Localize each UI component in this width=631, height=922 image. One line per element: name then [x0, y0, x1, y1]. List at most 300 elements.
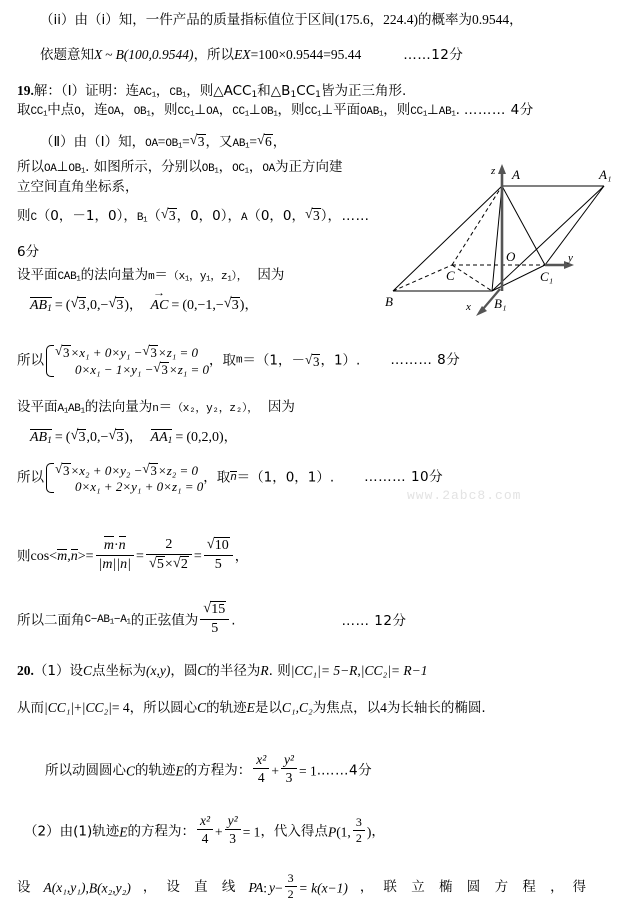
p19-t3sub: 1	[315, 89, 321, 101]
problem19-part2-line4	[17, 208, 370, 225]
vec2-open: (0,−1,−	[182, 298, 224, 313]
p20-p2l2-d: ，	[359, 879, 374, 896]
solid-edges	[393, 186, 604, 291]
p19-mid-a: ，又	[205, 134, 233, 150]
normal-vector-m: m	[148, 271, 155, 283]
p19-ob1: $OB_1$	[165, 138, 183, 151]
p20-p2-frac1-den: 4	[201, 831, 209, 847]
p20-l1-d: ，圆	[170, 663, 198, 679]
sys2-prefix: 所以	[17, 469, 44, 486]
p19-perp-b: ⊥	[56, 159, 69, 175]
cos-frac-3	[204, 537, 233, 572]
p20-foci: C₁,C₂	[281, 700, 313, 715]
p20-p2-frac2-num: y²	[225, 813, 241, 830]
problem20-part1-line2	[17, 701, 486, 716]
p19-end-a: ，	[272, 134, 287, 150]
p20-eq2: = R−1	[390, 663, 428, 678]
sys2-n-val: （1，0，1）.	[250, 469, 335, 486]
sys2-n-eq: ＝	[236, 469, 251, 486]
p18-l1-suffix: ，	[509, 12, 523, 28]
prism-svg	[370, 150, 631, 320]
p19-oc1: $OC_1$	[232, 163, 249, 176]
p20-P-frac-num: 3	[353, 816, 365, 831]
p19-ob1-c: $OB_1$	[201, 163, 219, 176]
p19-eq-b: =	[182, 134, 190, 149]
p19-t1sub: 1	[251, 89, 258, 101]
p19-oa: OA	[145, 138, 158, 150]
p18-l1-prefix: （ii）由（i）知，一件产品的质量指标值位于区间	[40, 12, 335, 28]
vec1-close: )	[124, 298, 130, 313]
vector-AA1: $AA_1$	[150, 430, 173, 447]
p20-l2-b: ，所以圆心	[129, 700, 198, 716]
p19-text2: 和△B	[257, 83, 291, 99]
sqrt-3-h: √ 3	[142, 345, 158, 360]
cos-frac2-den: √ 5× √ 2	[146, 555, 192, 573]
sys1-m-close: ，1）.	[320, 352, 361, 369]
p18-result: 95.44	[330, 47, 362, 62]
p19-pt-C: C	[30, 212, 37, 224]
vector-AB1-a: $AB_1$	[30, 298, 52, 315]
p20-p2-c: ，代入得点	[260, 823, 328, 840]
p19-coord-B1-open: （	[147, 208, 161, 224]
p19-seg-ac1: $AC_1$	[139, 87, 156, 100]
sys1-marks: ……… 8分	[390, 352, 461, 369]
sys1-m: m	[236, 354, 243, 367]
concl-prefix: 所以二面角	[17, 612, 85, 629]
p20-major-axis: 4	[380, 700, 387, 715]
concl-end: .	[231, 612, 236, 629]
sqrt-3-b: √ 3	[161, 208, 177, 224]
p19-seg-oa: OA	[107, 106, 121, 118]
p20-l3-C: C	[126, 763, 136, 779]
p20-l2-cc2: |CC₂|	[81, 700, 112, 715]
p18-l2-prefix: 依题意知	[40, 47, 94, 63]
cos-frac-2	[146, 537, 192, 572]
p19-seg-ob1: $OB_1$	[133, 106, 151, 119]
p18-probability: 0.9544	[472, 12, 510, 27]
p20-l2-h: 为长轴长的椭圆.	[386, 700, 486, 716]
p20-l2-g: 为焦点，以	[312, 700, 381, 716]
sys1-prefix: 所以	[17, 352, 44, 369]
p19-cc1-b: $CC_1$	[177, 106, 195, 119]
p20-p2l2-comma: ,	[85, 880, 89, 896]
sqrt-2: √ 2	[173, 556, 189, 573]
cos-eq1: =	[136, 549, 144, 565]
vec3-close: )	[124, 430, 130, 445]
vec2-close: )	[239, 298, 245, 313]
p19-l2-a: 取	[17, 102, 31, 118]
p20-frac2-num: y²	[281, 752, 297, 769]
vec3-mid: ,0,−	[86, 430, 109, 445]
p19-l2-u: ，则	[383, 102, 411, 118]
p20-coord-xy: (x,y)	[145, 663, 171, 678]
cos-frac1-num: m·n	[96, 538, 135, 556]
p18-calc: 100×0.9544	[258, 47, 324, 62]
p20-l3-eq: = 1	[298, 763, 317, 779]
sys1-eq1: √ 3×x₁ + 0×y₁ − √ 3×z₁ = 0	[55, 344, 209, 361]
vec1-eq: =	[54, 298, 63, 313]
p20-l2-cc1: |CC₁|	[44, 700, 75, 715]
p19-cc1-a: $CC_1$	[30, 106, 48, 119]
p19-l2-m: ，	[218, 102, 233, 118]
sys2-eq1: √ 3×x₂ + 0×y₂ − √ 3×z₂ = 0	[55, 462, 203, 479]
sqrt-10: √ 10	[207, 537, 230, 554]
p19-ab1-a: $AB_1$	[232, 138, 250, 151]
concl-frac	[200, 601, 229, 636]
problem19-cosine-line	[17, 537, 248, 572]
vec2-eq: =	[171, 298, 180, 313]
problem19-part2-line3: 立空间直角坐标系，	[17, 179, 139, 195]
p20-l3-end: .	[316, 762, 322, 779]
problem19-part1-line1	[17, 84, 406, 100]
sys1-m-eq: ＝	[242, 352, 256, 369]
p20-line-frac-den: 2	[287, 887, 294, 902]
p18-tilde: ~	[105, 47, 113, 62]
hidden-edges	[393, 186, 545, 291]
p19-cc1-d: $CC_1$	[304, 106, 322, 119]
p20-P-open: (1,	[336, 824, 351, 840]
p20-l2-eq: = 4	[111, 700, 130, 715]
problem19-system-1	[17, 344, 460, 378]
vec4-val: (0,2,0)	[186, 430, 224, 445]
p18-eq2: =	[323, 47, 331, 62]
p20-p2-frac2-den: 3	[229, 831, 237, 847]
sys1-eq2: 0×x₁ − 1×y₁ − √ 3×z₁ = 0	[55, 361, 209, 378]
vec4-eq: =	[175, 430, 184, 445]
cos-frac3-num	[204, 537, 233, 556]
p19-seg-ab1: $AB_1$	[438, 106, 456, 119]
p20-p2-end: ，	[371, 823, 385, 840]
p19-eq-a: =	[157, 134, 166, 149]
concl-frac-den: 5	[211, 620, 219, 636]
normal-vector-n: n	[152, 403, 159, 415]
vertex-label-C: C	[446, 268, 455, 283]
p20-l2-f: 是以	[254, 700, 282, 716]
p19-plane-oab1: $OAB_1$	[360, 106, 384, 119]
p20-p2l2-b: ，	[142, 879, 157, 896]
p20-l1-comma: ,	[357, 663, 361, 678]
p20-l3-plus: +	[271, 763, 279, 779]
p20-p2l2-f: 得	[572, 879, 587, 896]
p20-ellipse-frac-x	[253, 752, 269, 785]
plane-cab1-name: $CAB_1$	[57, 271, 81, 284]
p19-l2-rest: . 如图所示，分别以	[85, 159, 202, 175]
sqrt-3-c: √ 3	[305, 208, 321, 224]
vec1-comma: ，	[129, 297, 143, 313]
p20-circle-C: C	[197, 663, 207, 678]
p19-coord-A-open: （0，0，	[247, 208, 306, 224]
p19-l2-suoyi: 所以	[17, 159, 44, 175]
p20-p2-a: （2）由(1)轨迹	[24, 823, 120, 840]
problem19-conclusion	[17, 601, 406, 636]
p20-l1-a: （1）设	[33, 663, 83, 679]
p18-marks: ……12分	[403, 47, 464, 63]
p19-eq-c: =	[249, 134, 257, 149]
sqrt-3-f: √ 3	[224, 297, 240, 313]
coordinate-axes	[476, 164, 574, 316]
p19-part1-header: 解：（Ⅰ）证明：连	[33, 83, 140, 99]
p19-perp1: ⊥	[194, 102, 207, 118]
vec3-open: (	[65, 430, 71, 445]
p19-l2-period: .	[455, 102, 460, 118]
p20-line-frac	[285, 872, 297, 902]
p20-P-frac	[353, 816, 365, 846]
p20-l2-d: 的轨迹	[206, 700, 247, 716]
problem19-system-2	[17, 462, 443, 494]
vec2-end: ，	[244, 297, 258, 313]
problem18-line1	[40, 13, 523, 28]
sqrt-3-a: √ 3	[190, 134, 206, 150]
p20-l1-b: 点坐标为	[91, 663, 146, 679]
cos-lt: <	[49, 549, 58, 565]
vec3-eq: =	[54, 430, 63, 445]
vector-AC: AC →	[151, 297, 169, 313]
p20-l1-f: . 则	[268, 663, 291, 679]
p19-l2-c: 中点	[47, 102, 75, 118]
p20-l2-plus: +	[74, 700, 82, 715]
sqrt-3-d: √ 3	[70, 297, 86, 313]
p19-seg-ob1b: $OB_1$	[260, 106, 278, 119]
p20-dist-cc2: |CC₂|	[360, 663, 391, 678]
p20-p2-E: E	[119, 824, 128, 840]
p20-number: 20.	[17, 663, 34, 678]
cos-gt: >=	[77, 549, 94, 565]
p20-line-frac-num: 3	[285, 872, 297, 887]
p20-l2-a: 从而	[17, 700, 44, 716]
p20-dist-cc1: |CC₁|	[290, 663, 321, 678]
p19-l2-q: ，则	[277, 102, 305, 118]
sqrt-5: √ 5	[149, 556, 165, 573]
p19-coord-C: （0，－1，0）	[36, 208, 124, 224]
p20-frac1-num: x²	[253, 752, 269, 769]
p20-p2-frac-x	[197, 813, 213, 846]
p19-part1-marks: ……… 4分	[463, 102, 534, 118]
problem19-plane-a1ab1	[17, 401, 295, 416]
sqrt-3-m: √ 3	[55, 463, 71, 478]
p18-l2-middle: ，所以	[193, 47, 235, 63]
p20-p2-frac1-num: x²	[197, 813, 213, 830]
p20-pt-C: C	[82, 663, 92, 678]
p19-cc1-e: $CC_1$	[410, 106, 427, 119]
p20-ellipse-frac-y	[281, 752, 297, 785]
p19-pt-B1: $B_1$	[136, 212, 148, 225]
p19-part2-header: （Ⅱ）由（Ⅰ）知，	[40, 134, 146, 150]
p19-text4: 皆为正三角形.	[320, 83, 407, 99]
cos-frac-1	[96, 538, 135, 572]
sys2-marks: ……… 10分	[364, 469, 444, 486]
p20-p2-b: 的方程为：	[127, 823, 195, 840]
p19-l4-dots: ，……	[327, 208, 370, 224]
equation-system-2	[44, 462, 203, 494]
p20-p2-frac-y	[225, 813, 241, 846]
p20-l1-e: 的半径为	[206, 663, 261, 679]
dihedral-angle-name: $C-AB_1-A_1$	[84, 614, 131, 627]
cos-m: m	[57, 549, 68, 565]
sys2-take: ，取	[203, 469, 231, 486]
p19-coord-B1-rest: ，0，0）	[176, 208, 228, 224]
equation-system-1	[44, 344, 209, 378]
problem19-vectors-1	[30, 297, 258, 315]
plane-a1ab1-mid: 的法向量为	[84, 399, 153, 415]
p18-interval: (175.6，224.4)	[334, 12, 419, 27]
p19-perp-plane: ⊥平面	[321, 102, 361, 118]
problem20-part2-line1	[24, 813, 385, 846]
p18-distribution: B(100,0.9544)	[115, 47, 194, 62]
p20-l3-a: 所以动圆圆心	[45, 762, 126, 779]
p18-expectation: EX	[234, 47, 251, 62]
plane-cab1-mid: 的法向量为	[80, 267, 149, 283]
p19-oa-b: OA	[44, 163, 57, 175]
p18-eq1: =	[250, 47, 259, 62]
sys1-take: ，取	[209, 352, 237, 369]
p19-comma-a: ，	[218, 159, 233, 175]
vec1-open: (	[65, 298, 71, 313]
p20-frac1-den: 4	[257, 770, 265, 786]
problem18-line2	[40, 48, 463, 63]
p20-p2l2-c: 设 直 线	[166, 879, 241, 896]
sqrt-3-n: √ 3	[142, 463, 158, 478]
problem19-part2-line1	[40, 134, 286, 151]
cos-n: n	[70, 549, 78, 565]
sqrt-3-i: √ 3	[153, 362, 169, 377]
cos-frac3-den: 5	[214, 556, 222, 572]
plane-cab1-eq: ＝	[154, 267, 168, 283]
p20-eq1: = 5−R	[320, 663, 358, 678]
p19-perp2: ⊥	[248, 102, 261, 118]
p19-comma1: ，	[155, 83, 170, 99]
p19-coord-A-close: ）	[320, 208, 328, 224]
p19-ob1-b: $OB_1$	[68, 163, 86, 176]
vec3-comma: ，	[129, 429, 143, 445]
p20-P-frac-den: 2	[355, 831, 362, 846]
cos-frac2-num: 2	[146, 537, 192, 555]
problem19-vectors-2	[30, 429, 237, 447]
p19-seg-cb1: $CB_1$	[169, 87, 187, 100]
sqrt-3-g: √ 3	[55, 345, 71, 360]
p18-random-var: X	[94, 47, 103, 62]
p20-radius-R: R	[260, 663, 269, 678]
p19-comma-b: ，	[248, 159, 263, 175]
p20-l3-marks: ……4分	[321, 762, 373, 779]
p19-t2sub: 1	[290, 89, 297, 101]
cos-comma: ,	[67, 549, 71, 565]
cos-fn: cos	[30, 549, 50, 565]
cos-prefix: 则	[17, 548, 31, 565]
p19-oa-c: OA	[262, 163, 275, 175]
p19-text3: CC	[296, 83, 316, 99]
p20-line-y: y	[268, 880, 275, 896]
axis-label-z: z	[491, 165, 496, 177]
p20-line-eqk: = k(x−1)	[298, 880, 348, 896]
p19-l4-c2: ，	[227, 208, 242, 224]
problem19-part2-line2	[17, 161, 342, 176]
vec1-mid: ,0,−	[86, 298, 109, 313]
sqrt-3-e: √ 3	[108, 297, 124, 313]
p19-cc1-c: $CC_1$	[232, 106, 249, 119]
p20-line-PA: PA	[248, 880, 264, 896]
p20-frac2-den: 3	[285, 770, 293, 786]
p20-P-close: )	[366, 824, 372, 840]
plane-cab1-text: 设平面	[17, 267, 58, 283]
vertex-label-B: B	[385, 294, 393, 309]
sys2-n: n	[230, 471, 237, 484]
p19-number: 19.	[17, 83, 34, 98]
p20-locus-E: E	[246, 700, 255, 715]
cos-end: ，	[234, 548, 249, 565]
p19-text1: ，则△ACC	[186, 83, 252, 99]
problem20-part2-line2	[17, 872, 586, 902]
vertex-label-B1: B₁	[494, 296, 507, 311]
problem19-part2-line5: 6分	[17, 244, 40, 260]
p20-p2l2-e: 联 立 椭 圆 方 程 ，	[383, 879, 569, 896]
axis-label-x: x	[466, 301, 471, 313]
p20-p2l2-colon: :	[263, 880, 267, 896]
problem20-part1-line3	[45, 752, 372, 785]
plane-a1ab1-eq: ＝	[158, 399, 173, 415]
p20-l2-C: C	[197, 700, 207, 715]
cos-frac1-den: |m||n|	[98, 556, 132, 572]
p20-p2l2-minus: −	[274, 880, 283, 896]
concl-mid: 的正弦值为	[130, 612, 199, 629]
p20-p2l2-a: 设	[17, 879, 31, 896]
problem20-part1-line1	[17, 664, 428, 679]
sqrt-6: √ 6	[257, 134, 273, 150]
sys2-eq2: 0×x₁ + 2×y₁ + 0×z₁ = 0	[75, 479, 204, 495]
sqrt-15: √ 15	[203, 601, 226, 618]
cos-eq2: =	[193, 549, 202, 565]
p19-perp3: ⊥	[427, 102, 439, 118]
sqrt-3-k: √ 3	[70, 429, 86, 445]
vector-AB1-b: $AB_1$	[30, 430, 52, 447]
p19-l2-tail: 为正方向建	[274, 159, 343, 175]
site-watermark: www.2abc8.com	[407, 488, 522, 503]
vertex-label-A1: A₁	[599, 167, 612, 182]
p20-p2-eq: = 1	[242, 824, 261, 840]
problem19-part1-line2	[17, 104, 534, 119]
concl-frac-num	[200, 601, 229, 620]
plane-a1ab1-name: $A_1AB_1$	[57, 403, 85, 416]
concl-marks: …… 12分	[341, 612, 407, 629]
p19-l2-g: ，	[120, 102, 134, 118]
plane-a1ab1-text: 设平面	[17, 399, 58, 415]
sqrt-3-j: √ 3	[305, 354, 321, 369]
n-components: （x₂，y₂，z₂），	[172, 403, 258, 415]
vertex-label-O: O	[506, 249, 516, 264]
p20-l3-b: 的轨迹	[135, 762, 176, 779]
vertex-label-A: A	[512, 167, 520, 182]
plane-cab1-because: 因为	[257, 267, 285, 283]
p19-l4-c1: ，	[123, 208, 137, 224]
p18-l1-middle: 的概率为	[418, 12, 473, 28]
plane-a1ab1-because: 因为	[267, 399, 295, 415]
p19-point-O: O	[74, 106, 81, 118]
p19-seg-oa2: OA	[206, 106, 219, 118]
p19-l2-e: ，连	[80, 102, 108, 118]
p19-pt-A: A	[241, 212, 248, 224]
p20-l3-d: 的方程为：	[183, 762, 252, 779]
p20-p2-plus: +	[215, 824, 223, 840]
p19-l4-ze: 则	[17, 208, 31, 224]
sqrt-3-l: √ 3	[108, 429, 124, 445]
p20-point-B: B(x₂,y₂)	[88, 880, 131, 896]
geometry-figure	[370, 150, 631, 320]
sys1-m-open: （1，－	[255, 352, 305, 369]
vertex-label-C1: C₁	[540, 269, 554, 284]
p20-point-A: A(x₁,y₁)	[43, 880, 86, 896]
axis-label-y: y	[568, 252, 573, 264]
p19-l2-i: ，则	[150, 102, 178, 118]
p20-l3-E: E	[175, 763, 184, 779]
